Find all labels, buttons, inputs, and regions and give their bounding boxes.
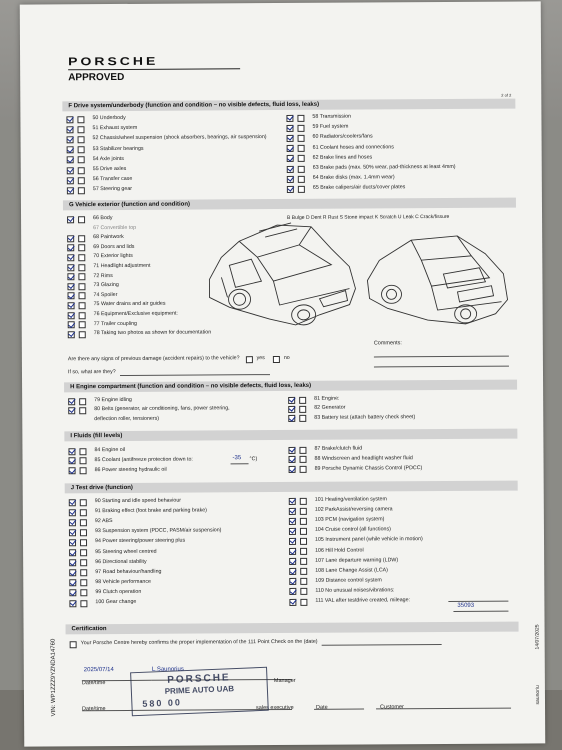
item-label: 105 Instrument panel (while vehicle in motion) xyxy=(314,536,423,544)
g-col-row xyxy=(67,224,136,232)
g-col-row xyxy=(67,253,132,261)
item-label: 59 Fuel system xyxy=(312,123,349,130)
na-checkbox[interactable] xyxy=(78,187,85,194)
f-left-row xyxy=(67,186,132,194)
na-checkbox[interactable] xyxy=(80,569,87,576)
na-checkbox[interactable] xyxy=(299,396,306,403)
g-col-row xyxy=(67,273,112,281)
ok-checkbox[interactable] xyxy=(69,519,76,526)
f-left-row xyxy=(66,115,125,123)
g-col-row xyxy=(67,215,112,223)
item-label: 107 Lane departure warning (LDW) xyxy=(315,556,399,564)
ok-checkbox[interactable] xyxy=(287,155,294,162)
j-left-row xyxy=(69,548,157,556)
ok-checkbox[interactable] xyxy=(68,321,75,328)
ok-checkbox[interactable] xyxy=(67,245,74,252)
item-label: 98 Vehicle performance xyxy=(95,578,151,585)
checklist-sheet xyxy=(20,1,546,746)
na-checkbox[interactable] xyxy=(79,321,86,328)
j-left-row xyxy=(69,538,185,546)
na-checkbox[interactable] xyxy=(298,165,305,172)
accident-yes-checkbox[interactable] xyxy=(246,356,253,363)
ok-checkbox[interactable] xyxy=(67,235,74,242)
f-left-row xyxy=(67,145,144,153)
na-checkbox[interactable] xyxy=(79,312,86,319)
j-left-row xyxy=(69,528,222,536)
ok-checkbox[interactable] xyxy=(69,590,76,597)
item-label: 104 Cruise control (all functions) xyxy=(314,526,391,534)
ok-checkbox[interactable] xyxy=(289,528,296,535)
vehicle-front-diagram xyxy=(199,219,360,330)
na-checkbox[interactable] xyxy=(80,559,87,566)
item-label: 101 Heating/ventilation system xyxy=(314,496,387,503)
item-label: 67 Convertible top xyxy=(93,224,137,231)
item-label: 94 Power steering/power steering plus xyxy=(95,537,186,545)
item-label: deflection roller, tensioners) xyxy=(94,415,160,422)
vehicle-rear-diagram xyxy=(361,230,512,331)
item-label: 51 Exhaust system xyxy=(92,125,138,132)
f-left-row xyxy=(67,166,127,174)
na-checkbox[interactable] xyxy=(297,125,304,132)
na-checkbox[interactable] xyxy=(78,283,85,290)
f-left-row xyxy=(67,176,132,184)
ok-checkbox[interactable] xyxy=(69,549,76,556)
na-checkbox[interactable] xyxy=(300,558,307,565)
comments-line-1 xyxy=(374,350,509,358)
na-checkbox[interactable] xyxy=(300,598,307,605)
na-checkbox[interactable] xyxy=(80,549,87,556)
coolant-value: -35 xyxy=(232,455,242,462)
j-left-row xyxy=(69,579,151,587)
f-right-row xyxy=(287,154,373,162)
logo-rule xyxy=(68,68,240,70)
section-g-header: G Vehicle exterior (function and condition) xyxy=(63,198,516,211)
na-checkbox[interactable] xyxy=(78,146,85,153)
item-label: 110 No unusual noises/vibrations: xyxy=(315,587,395,594)
ok-checkbox[interactable] xyxy=(287,186,294,193)
j-right-row xyxy=(289,527,391,535)
na-checkbox[interactable] xyxy=(77,126,84,133)
ok-checkbox[interactable] xyxy=(289,598,296,605)
i-left-row xyxy=(68,447,125,455)
j-left-row xyxy=(69,518,113,526)
ok-checkbox[interactable] xyxy=(289,508,296,515)
customer-label: Customer xyxy=(380,704,404,711)
h-left-row xyxy=(68,397,132,405)
accident-question: Are there any signs of previous damage (accident repairs) to the vehicle? xyxy=(67,355,240,363)
section-h-header: H Engine compartment (function and condition – no visible defects, fluid loss, leaks) xyxy=(64,380,517,393)
item-label: 88 Windscreen and headlight washer fluid xyxy=(314,455,413,462)
j-right-row xyxy=(289,506,393,514)
item-label: 78 Taking two photos as shown for documentation xyxy=(93,329,212,337)
item-label: 73 Glazing xyxy=(93,282,119,289)
item-label: 68 Paintwork xyxy=(93,234,124,241)
side-name: saunoriu xyxy=(534,685,542,705)
item-label: 70 Exterior lights xyxy=(93,253,133,260)
j-left-row xyxy=(69,508,207,516)
item-label: 86 Power steering hydraulic oil xyxy=(94,466,167,473)
j-right-row xyxy=(289,577,382,585)
ok-checkbox[interactable] xyxy=(289,466,296,473)
h-left-row xyxy=(68,415,159,423)
i-right-row xyxy=(289,465,423,473)
na-checkbox[interactable] xyxy=(300,456,307,463)
item-label: 80 Belts (generator, air conditioning, fans, power steering, xyxy=(94,405,230,413)
accident-yes-label: yes xyxy=(256,355,265,362)
j-right-row xyxy=(289,517,385,525)
ok-checkbox[interactable] xyxy=(67,283,74,290)
ok-checkbox[interactable] xyxy=(69,580,76,587)
ok-checkbox[interactable] xyxy=(68,331,75,338)
ok-checkbox[interactable] xyxy=(288,446,295,453)
j-right-row xyxy=(289,496,387,504)
f-left-row xyxy=(67,156,124,164)
ok-checkbox[interactable] xyxy=(69,467,76,474)
ok-checkbox[interactable] xyxy=(67,136,74,143)
na-checkbox[interactable] xyxy=(78,254,85,261)
na-checkbox[interactable] xyxy=(78,167,85,174)
item-label: 76 Equipment/Exclusive equipment: xyxy=(93,310,178,318)
g-col-row xyxy=(68,320,137,328)
j-left-row xyxy=(69,498,181,506)
side-date: 14/07/2025 xyxy=(534,624,541,650)
item-label: 57 Steering gear xyxy=(92,186,133,193)
certification-row xyxy=(70,638,442,648)
item-label: 66 Body xyxy=(93,215,113,222)
h-left-row xyxy=(68,406,229,414)
j-left-row xyxy=(69,558,147,566)
f-right-row xyxy=(287,185,405,193)
na-checkbox[interactable] xyxy=(79,448,86,455)
na-checkbox[interactable] xyxy=(79,407,86,414)
na-checkbox[interactable] xyxy=(78,244,85,251)
date-label: Date xyxy=(316,704,328,711)
item-label: 72 Rims xyxy=(93,272,113,279)
h-right-row xyxy=(288,414,415,422)
item-label: 85 Coolant (antifreeze protection down to: xyxy=(94,456,193,463)
certification-text: Your Porsche Centre hereby confirms the proper implementation of the 111 Point Check on the (date) xyxy=(80,638,318,647)
ok-checkbox[interactable] xyxy=(68,448,75,455)
ok-checkbox[interactable] xyxy=(68,312,75,319)
ok-checkbox[interactable] xyxy=(287,165,294,172)
item-label: 79 Engine idling xyxy=(94,396,132,404)
ok-checkbox[interactable] xyxy=(288,415,295,422)
f-right-row xyxy=(287,174,395,182)
na-checkbox[interactable] xyxy=(80,509,87,516)
ok-checkbox[interactable] xyxy=(286,114,293,121)
na-checkbox[interactable] xyxy=(299,406,306,413)
na-checkbox[interactable] xyxy=(80,499,87,506)
item-label: 83 Battery test (attach battery check sheet) xyxy=(314,413,416,421)
dealer-stamp xyxy=(130,667,269,717)
na-checkbox[interactable] xyxy=(300,466,307,473)
na-checkbox[interactable] xyxy=(77,116,84,123)
ok-checkbox[interactable] xyxy=(67,273,74,280)
na-checkbox[interactable] xyxy=(298,176,305,183)
i-right-row xyxy=(288,446,362,454)
section-j-header: J Test drive (function) xyxy=(65,481,518,494)
na-checkbox[interactable] xyxy=(80,529,87,536)
j-right-row xyxy=(289,587,394,595)
item-label: 87 Brake/clutch fluid xyxy=(314,445,363,452)
na-checkbox[interactable] xyxy=(79,398,86,405)
i-right-row xyxy=(288,455,412,463)
g-col-row xyxy=(68,330,211,338)
ok-checkbox[interactable] xyxy=(289,497,296,504)
vin-label: VIN: WP1ZZZ9YZNDA14760 xyxy=(50,638,58,717)
na-checkbox[interactable] xyxy=(80,519,87,526)
item-label: 102 ParkAssist/reversing camera xyxy=(314,506,393,513)
j-right-row xyxy=(289,537,423,545)
h-right-row xyxy=(288,396,339,404)
na-checkbox[interactable] xyxy=(80,579,87,586)
ok-checkbox[interactable] xyxy=(68,302,75,309)
g-col-row xyxy=(67,292,117,300)
stamp-brand: PORSCHE xyxy=(166,672,231,686)
na-checkbox[interactable] xyxy=(80,457,87,464)
na-checkbox[interactable] xyxy=(80,590,87,597)
i-left-row xyxy=(69,456,193,464)
ok-checkbox[interactable] xyxy=(286,125,293,132)
ok-checkbox[interactable] xyxy=(289,568,296,575)
j-right-row xyxy=(289,547,364,555)
porsche-logo: PORSCHE xyxy=(68,54,159,68)
item-label: 108 Lane Change Assist (LCA) xyxy=(315,567,388,574)
f-right-row xyxy=(286,124,348,132)
item-label: 50 Underbody xyxy=(92,114,126,122)
g-col-row xyxy=(67,244,134,252)
item-label: 65 Brake calipers/air ducts/cover plates xyxy=(312,184,406,192)
j-left-row xyxy=(69,599,136,607)
item-label: 55 Drive axles xyxy=(92,165,127,173)
na-checkbox[interactable] xyxy=(300,528,307,535)
na-checkbox[interactable] xyxy=(300,507,307,514)
item-label: 54 Axle joints xyxy=(92,155,124,162)
item-label: 97 Road behaviour/handling xyxy=(95,568,162,575)
na-checkbox[interactable] xyxy=(79,331,86,338)
na-checkbox[interactable] xyxy=(300,548,307,555)
ifso-row xyxy=(68,368,270,376)
g-col-row xyxy=(68,311,178,319)
f-right-row xyxy=(287,164,456,173)
item-label: 106 Hill Hold Control xyxy=(315,547,364,554)
ok-checkbox[interactable] xyxy=(69,569,76,576)
na-checkbox[interactable] xyxy=(298,186,305,193)
ok-checkbox[interactable] xyxy=(288,406,295,413)
item-label: 96 Directional stability xyxy=(95,558,147,565)
item-label: 77 Trailer coupling xyxy=(93,320,138,327)
ok-checkbox[interactable] xyxy=(69,499,76,506)
j-right-row xyxy=(289,597,410,605)
item-label: 91 Braking effect (foot brake and parking brake) xyxy=(94,507,207,515)
na-checkbox[interactable] xyxy=(78,136,85,143)
f-right-row xyxy=(287,134,373,142)
certification-checkbox[interactable] xyxy=(70,641,77,648)
ok-checkbox[interactable] xyxy=(69,509,76,516)
ok-checkbox[interactable] xyxy=(69,559,76,566)
na-checkbox[interactable] xyxy=(300,588,307,595)
item-label: 60 Radiators/coolers/fans xyxy=(312,133,373,141)
na-checkbox[interactable] xyxy=(78,216,85,223)
ok-checkbox[interactable] xyxy=(67,146,74,153)
item-label: 103 PCM (navigation system) xyxy=(314,516,385,523)
item-label: 109 Distance control system xyxy=(315,577,382,584)
stamp-number: 580 00 xyxy=(142,697,183,709)
item-label: 99 Clutch operation xyxy=(95,588,142,596)
item-label: 90 Starting and idle speed behaviour xyxy=(94,497,182,505)
na-checkbox[interactable] xyxy=(300,568,307,575)
i-left-row xyxy=(69,466,167,474)
item-label: 92 ABS xyxy=(94,518,113,525)
f-left-row xyxy=(67,134,267,143)
item-label: 100 Gear change xyxy=(95,598,137,606)
item-label: 64 Brake disks (max. 1.4mm wear) xyxy=(312,174,395,181)
na-checkbox[interactable] xyxy=(80,600,87,607)
na-checkbox[interactable] xyxy=(297,114,304,121)
na-checkbox[interactable] xyxy=(78,177,85,184)
accident-no-checkbox[interactable] xyxy=(273,356,280,363)
ok-checkbox[interactable] xyxy=(69,458,76,465)
date-time-label-1: Date/time xyxy=(81,680,106,687)
ok-checkbox[interactable] xyxy=(67,177,74,184)
na-checkbox[interactable] xyxy=(298,155,305,162)
ok-checkbox[interactable] xyxy=(67,167,74,174)
handwritten-date: 2025/07/14 xyxy=(83,667,114,674)
date-time-label-2: Date/time xyxy=(82,706,106,713)
ok-checkbox[interactable] xyxy=(67,264,74,271)
coolant-line xyxy=(231,457,249,464)
j-left-row xyxy=(69,589,141,597)
ok-checkbox[interactable] xyxy=(67,216,74,223)
g-col-row xyxy=(67,282,118,290)
manager-label: Manager xyxy=(273,677,296,685)
certification-date-line[interactable] xyxy=(322,638,442,646)
ok-checkbox[interactable] xyxy=(288,396,295,403)
approved-heading: APPROVED xyxy=(68,71,125,84)
stamp-name: PRIME AUTO UAB xyxy=(164,684,235,696)
na-checkbox[interactable] xyxy=(300,538,307,545)
na-checkbox[interactable] xyxy=(80,539,87,546)
noises-line xyxy=(448,595,508,602)
ok-checkbox[interactable] xyxy=(68,407,75,414)
ok-checkbox[interactable] xyxy=(67,157,74,164)
item-label: 56 Transfer case xyxy=(92,176,133,183)
item-label: 58 Transmission xyxy=(312,113,352,120)
item-label: 84 Engine oil xyxy=(94,446,126,454)
ok-checkbox[interactable] xyxy=(289,538,296,545)
ok-checkbox[interactable] xyxy=(69,529,76,536)
item-label: 62 Brake lines and hoses xyxy=(312,154,373,161)
ok-checkbox[interactable] xyxy=(66,126,73,133)
j-right-row xyxy=(289,567,388,575)
na-checkbox[interactable] xyxy=(300,518,307,525)
na-checkbox[interactable] xyxy=(300,497,307,504)
na-checkbox[interactable] xyxy=(78,292,85,299)
item-label: 75 Water drains and air guides xyxy=(93,301,166,308)
na-checkbox[interactable] xyxy=(78,157,85,164)
item-label: 93 Suspension system (PDCC, PASM/air suspension) xyxy=(94,527,222,535)
na-checkbox[interactable] xyxy=(78,264,85,271)
f-right-row xyxy=(286,114,351,122)
na-checkbox[interactable] xyxy=(299,446,306,453)
na-checkbox[interactable] xyxy=(298,145,305,152)
item-label: 82 Generator xyxy=(314,404,346,412)
j-left-row xyxy=(69,568,161,576)
ifso-label: If so, what are they? xyxy=(67,369,116,376)
comments-line-2 xyxy=(374,360,509,368)
na-checkbox[interactable] xyxy=(300,578,307,585)
mileage-value: 35093 xyxy=(457,602,475,609)
g-col-row xyxy=(67,263,150,271)
na-checkbox[interactable] xyxy=(78,273,85,280)
ifso-line[interactable] xyxy=(120,368,270,376)
ok-checkbox[interactable] xyxy=(66,116,73,123)
g-col-row xyxy=(68,301,166,309)
h-right-row xyxy=(288,405,345,413)
accident-no-label: no xyxy=(283,354,290,361)
section-f-header: F Drive system/underbody (function and condition – no visible defects, fluid loss, leaks) xyxy=(62,99,515,112)
ok-checkbox[interactable] xyxy=(67,293,74,300)
item-label: 81 Engine: xyxy=(314,395,340,402)
f-right-row xyxy=(287,144,394,152)
section-i-header: I Fluids (fill levels) xyxy=(64,429,517,442)
item-label: 53 Stabilizer bearings xyxy=(92,145,144,152)
na-checkbox[interactable] xyxy=(80,467,87,474)
comments-label: Comments: xyxy=(373,340,402,347)
ok-checkbox[interactable] xyxy=(287,135,294,142)
ok-checkbox[interactable] xyxy=(289,456,296,463)
ok-checkbox[interactable] xyxy=(67,254,74,261)
page-number: 2 of 2 xyxy=(501,92,512,98)
ok-checkbox[interactable] xyxy=(69,600,76,607)
ok-checkbox[interactable] xyxy=(68,398,75,405)
na-checkbox[interactable] xyxy=(299,415,306,422)
na-checkbox[interactable] xyxy=(298,135,305,142)
item-label: 69 Doors and lids xyxy=(93,243,135,250)
certification-header: Certification xyxy=(66,622,519,635)
item-label: 61 Coolant hoses and connections xyxy=(312,143,394,151)
sales-exec-label: sales executive xyxy=(256,704,294,712)
ok-checkbox[interactable] xyxy=(289,558,296,565)
accident-question-row xyxy=(68,355,290,364)
ok-checkbox[interactable] xyxy=(67,187,74,194)
ok-checkbox[interactable] xyxy=(69,539,76,546)
item-label: 74 Spoiler xyxy=(93,291,118,298)
item-label: 52 Chassis/wheel suspension (shock absorbers, bearings, air suspension) xyxy=(92,134,267,142)
ok-checkbox[interactable] xyxy=(289,548,296,555)
f-left-row xyxy=(66,125,137,133)
ok-checkbox[interactable] xyxy=(287,145,294,152)
ok-checkbox[interactable] xyxy=(289,578,296,585)
na-checkbox[interactable] xyxy=(78,235,85,242)
j-right-row xyxy=(289,557,398,565)
na-checkbox[interactable] xyxy=(79,302,86,309)
item-label: 111 VAL after testdrive created, mileage: xyxy=(315,597,411,604)
ok-checkbox[interactable] xyxy=(287,176,294,183)
item-label: 63 Brake pads (max. 50% wear, pad-thickness at least 4mm) xyxy=(312,163,456,171)
damage-legend: B Bulge D Dent R Rust S Stone impact K Scratch U Leak C Crack/fissure xyxy=(287,213,450,221)
ok-checkbox[interactable] xyxy=(289,518,296,525)
g-col-row xyxy=(67,234,124,242)
item-label: 95 Steering wheel centred xyxy=(95,548,157,555)
ok-checkbox[interactable] xyxy=(289,588,296,595)
item-label: 71 Headlight adjustment xyxy=(93,262,151,270)
coolant-unit: °C) xyxy=(249,456,258,463)
handwritten-signer: L.Saunorius xyxy=(151,666,184,673)
item-label: 89 Porsche Dynamic Chassis Control (PDCC) xyxy=(314,464,423,472)
